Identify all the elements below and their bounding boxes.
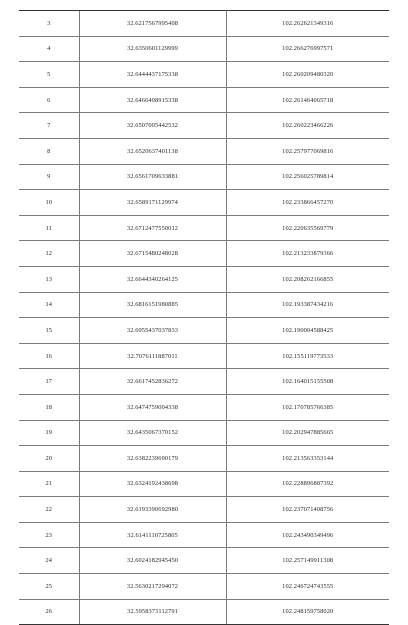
point-id-cell: 8	[19, 138, 79, 164]
longitude-cell: 102.164015155508	[226, 369, 389, 395]
point-id-cell: 11	[19, 215, 79, 241]
table-row	[19, 522, 389, 548]
longitude-cell: 102.208262166855	[226, 266, 389, 292]
table-row	[19, 343, 389, 369]
latitude-cell: 32.6589171129974	[79, 190, 226, 216]
longitude-cell: 102.257977069816	[226, 138, 389, 164]
longitude-cell: 102.266276997571	[226, 36, 389, 62]
point-id-cell: 3	[19, 11, 79, 37]
longitude-cell: 102.257149911308	[226, 548, 389, 574]
longitude-cell: 102.190004588425	[226, 318, 389, 344]
latitude-cell: 32.7076111887011	[79, 343, 226, 369]
latitude-cell: 32.6617452836272	[79, 369, 226, 395]
point-id-cell: 14	[19, 292, 79, 318]
point-id-cell: 17	[19, 369, 79, 395]
latitude-cell: 32.6217567995408	[79, 11, 226, 37]
longitude-cell: 102.193387434216	[226, 292, 389, 318]
table-row	[19, 548, 389, 574]
latitude-cell: 32.6466408915338	[79, 87, 226, 113]
longitude-cell: 102.220635569779	[226, 215, 389, 241]
longitude-cell: 102.262621349316	[226, 11, 389, 37]
table-row	[19, 292, 389, 318]
latitude-cell: 32.6350601129999	[79, 36, 226, 62]
longitude-cell: 102.256025789814	[226, 164, 389, 190]
point-id-cell: 10	[19, 190, 79, 216]
point-id-cell: 18	[19, 394, 79, 420]
point-id-cell: 21	[19, 471, 79, 497]
table-row	[19, 87, 389, 113]
longitude-cell: 102.260223466226	[226, 113, 389, 139]
longitude-cell: 102.202947885665	[226, 420, 389, 446]
point-id-cell: 4	[19, 36, 79, 62]
longitude-cell: 102.213233879366	[226, 241, 389, 267]
table-row	[19, 497, 389, 523]
point-id-cell: 16	[19, 343, 79, 369]
table-row	[19, 420, 389, 446]
longitude-cell: 102.261464065718	[226, 87, 389, 113]
coordinates-table	[19, 10, 389, 625]
point-id-cell: 20	[19, 446, 79, 472]
longitude-cell: 102.243490349496	[226, 522, 389, 548]
table-row	[19, 164, 389, 190]
coordinates-table-body	[19, 11, 389, 625]
latitude-cell: 32.6715480248028	[79, 241, 226, 267]
latitude-cell: 32.5630217294072	[79, 574, 226, 600]
point-id-cell: 9	[19, 164, 79, 190]
latitude-cell: 32.6507005442532	[79, 113, 226, 139]
longitude-cell: 102.155119773533	[226, 343, 389, 369]
table-row	[19, 266, 389, 292]
table-row	[19, 574, 389, 600]
latitude-cell: 32.6474759004338	[79, 394, 226, 420]
point-id-cell: 22	[19, 497, 79, 523]
latitude-cell: 32.6644340264125	[79, 266, 226, 292]
longitude-cell: 102.213563353144	[226, 446, 389, 472]
latitude-cell: 32.6193390692980	[79, 497, 226, 523]
longitude-cell: 102.170785766385	[226, 394, 389, 420]
latitude-cell: 32.6024182945450	[79, 548, 226, 574]
table-row	[19, 62, 389, 88]
point-id-cell: 12	[19, 241, 79, 267]
point-id-cell: 25	[19, 574, 79, 600]
point-id-cell: 19	[19, 420, 79, 446]
latitude-cell: 32.6324192438698	[79, 471, 226, 497]
table-row	[19, 446, 389, 472]
table-row	[19, 138, 389, 164]
point-id-cell: 13	[19, 266, 79, 292]
table-row	[19, 36, 389, 62]
latitude-cell: 32.6955437037833	[79, 318, 226, 344]
latitude-cell: 32.6435067370152	[79, 420, 226, 446]
point-id-cell: 23	[19, 522, 79, 548]
longitude-cell: 102.248159758020	[226, 599, 389, 625]
point-id-cell: 6	[19, 87, 79, 113]
longitude-cell: 102.233866457270	[226, 190, 389, 216]
point-id-cell: 7	[19, 113, 79, 139]
longitude-cell: 102.237071408756	[226, 497, 389, 523]
longitude-cell: 102.228896887392	[226, 471, 389, 497]
latitude-cell: 32.6141110725805	[79, 522, 226, 548]
latitude-cell: 32.6444437175338	[79, 62, 226, 88]
point-id-cell: 5	[19, 62, 79, 88]
latitude-cell: 32.6561709633881	[79, 164, 226, 190]
table-row	[19, 599, 389, 625]
table-row	[19, 471, 389, 497]
longitude-cell: 102.246724743555	[226, 574, 389, 600]
point-id-cell: 15	[19, 318, 79, 344]
point-id-cell: 24	[19, 548, 79, 574]
table-row	[19, 190, 389, 216]
latitude-cell: 32.5958373112791	[79, 599, 226, 625]
longitude-cell: 102.260209480320	[226, 62, 389, 88]
latitude-cell: 32.6520637401138	[79, 138, 226, 164]
table-row	[19, 113, 389, 139]
latitude-cell: 32.6712477550012	[79, 215, 226, 241]
point-id-cell: 26	[19, 599, 79, 625]
table-row	[19, 215, 389, 241]
table-row	[19, 11, 389, 37]
latitude-cell: 32.6816151980885	[79, 292, 226, 318]
table-row	[19, 394, 389, 420]
latitude-cell: 32.6382239690179	[79, 446, 226, 472]
table-row	[19, 318, 389, 344]
table-row	[19, 241, 389, 267]
table-row	[19, 369, 389, 395]
